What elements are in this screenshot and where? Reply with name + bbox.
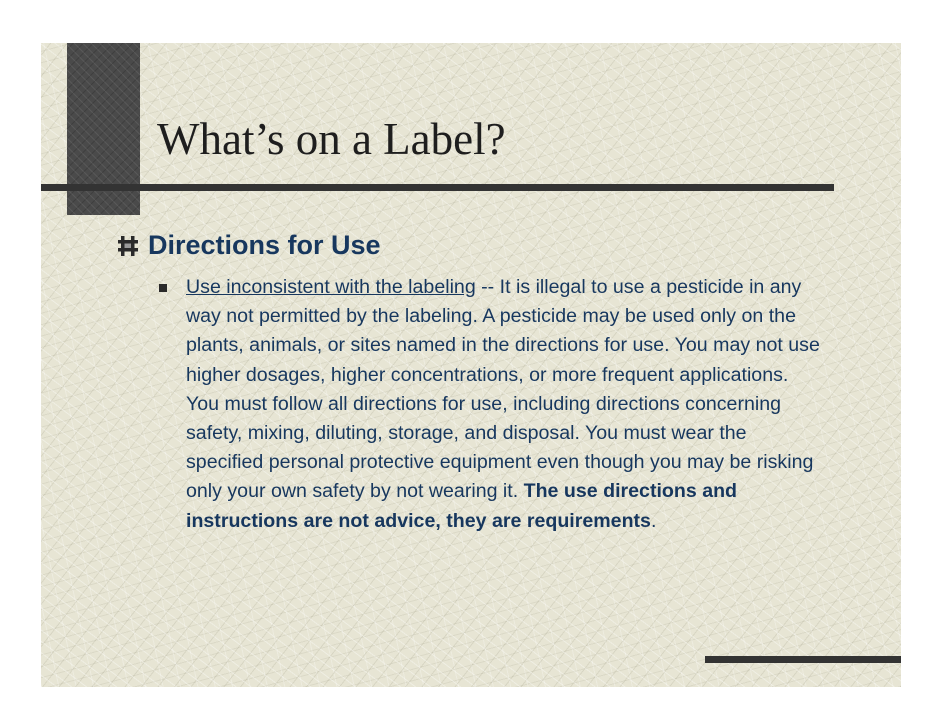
bullet-paragraph xyxy=(186,273,826,536)
square-bullet-icon xyxy=(159,284,167,292)
slide-title: What’s on a Label? xyxy=(157,114,506,164)
bullet-body-text: -- It is illegal to use a pesticide in any way not permitted by the labeling. A pesticide may be used only on the plants, animals, or sites named in the directions for use. You may not use higher dosages, higher concentrations, or more frequent applications. You must follow all directions for use, including directions concerning safety, mixing, diluting, storage, and disposal. You must wear the specified personal protective equipment even though you may be risking only your own safety by not wearing it. xyxy=(186,276,820,503)
labeling-link[interactable]: Use inconsistent with the labeling xyxy=(186,276,476,298)
section-heading: Directions for Use xyxy=(148,230,381,260)
title-divider xyxy=(41,184,834,191)
bottom-divider xyxy=(705,656,901,663)
hash-bullet-icon xyxy=(117,235,139,257)
bullet-ending: . xyxy=(650,509,657,532)
requirement-emphasis: The use directions and instructions are not advice, they are requirements xyxy=(186,480,738,532)
slide xyxy=(41,43,901,687)
